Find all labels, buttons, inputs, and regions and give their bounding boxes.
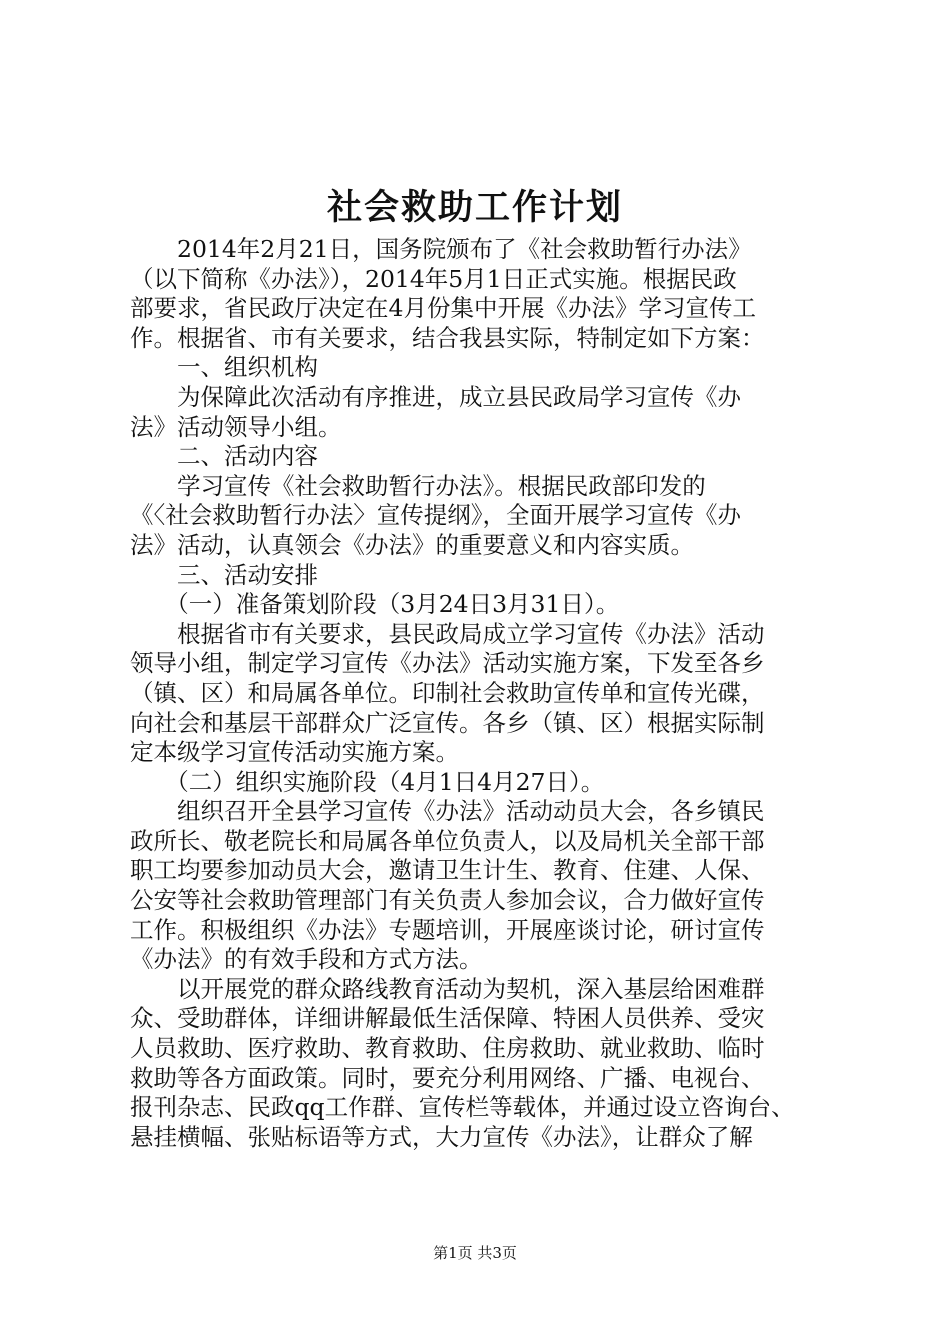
text-line: 一、组织机构 (130, 353, 318, 382)
text-line: 《〈社会救助暂行办法〉宣传提纲》，全面开展学习宣传《办 (130, 501, 741, 530)
text-line: （镇、区）和局属各单位。印制社会救助宣传单和宣传光碟， (130, 678, 765, 707)
text-line: 悬挂横幅、张贴标语等方式，大力宣传《办法》，让群众了解 (130, 1122, 753, 1151)
text-line: 部要求，省民政厅决定在4月份集中开展《办法》学习宣传工 (130, 294, 756, 323)
text-line: 职工均要参加动员大会，邀请卫生计生、教育、住建、人保、 (130, 856, 765, 885)
text-line: （以下简称《办法》），2014年5月1日正式实施。根据民政 (130, 264, 737, 293)
text-line: 公安等社会救助管理部门有关负责人参加会议，合力做好宣传 (130, 886, 765, 915)
text-line: 人员救助、医疗救助、教育救助、住房救助、就业救助、临时 (130, 1034, 765, 1063)
text-line: 《办法》的有效手段和方式方法。 (130, 945, 483, 974)
text-line: 作。根据省、市有关要求，结合我县实际，特制定如下方案： (130, 323, 765, 352)
document-title: 社会救助工作计划 (326, 187, 623, 228)
text-line: （一）准备策划阶段（3月24日3月31日）。 (130, 590, 620, 619)
text-line: 以开展党的群众路线教育活动为契机，深入基层给困难群 (130, 974, 765, 1003)
text-line: 报刊杂志、民政qq工作群、宣传栏等载体，并通过设立咨询台、 (130, 1093, 795, 1122)
text-line: 定本级学习宣传活动实施方案。 (130, 738, 459, 767)
text-line: 法》活动，认真领会《办法》的重要意义和内容实质。 (130, 530, 694, 559)
text-line: 组织召开全县学习宣传《办法》活动动员大会，各乡镇民 (130, 797, 765, 826)
text-line: 法》活动领导小组。 (130, 412, 342, 441)
text-line: 为保障此次活动有序推进，成立县民政局学习宣传《办 (130, 382, 741, 411)
text-line: （二）组织实施阶段（4月1日4月27日）。 (130, 767, 605, 796)
text-line: 2014年2月21日，国务院颁布了《社会救助暂行办法》 (130, 235, 752, 263)
document-body (130, 235, 830, 1152)
text-line: 向社会和基层干部群众广泛宣传。各乡（镇、区）根据实际制 (130, 708, 765, 737)
page-footer: 第1页 共3页 (433, 1244, 517, 1262)
text-line: 根据省市有关要求，县民政局成立学习宣传《办法》活动 (130, 619, 765, 648)
text-line: 工作。积极组织《办法》专题培训，开展座谈讨论，研讨宣传 (130, 915, 765, 944)
text-line: 政所长、敬老院长和局属各单位负责人，以及局机关全部干部 (130, 826, 765, 855)
text-line: 救助等各方面政策。同时，要充分利用网络、广播、电视台、 (130, 1063, 765, 1092)
text-line: 二、活动内容 (130, 442, 318, 471)
text-line: 领导小组，制定学习宣传《办法》活动实施方案，下发至各乡 (130, 649, 765, 678)
text-line: 学习宣传《社会救助暂行办法》。根据民政部印发的 (130, 471, 706, 500)
text-line: 三、活动安排 (130, 560, 318, 589)
text-line: 众、受助群体，详细讲解最低生活保障、特困人员供养、受灾 (130, 1004, 765, 1033)
